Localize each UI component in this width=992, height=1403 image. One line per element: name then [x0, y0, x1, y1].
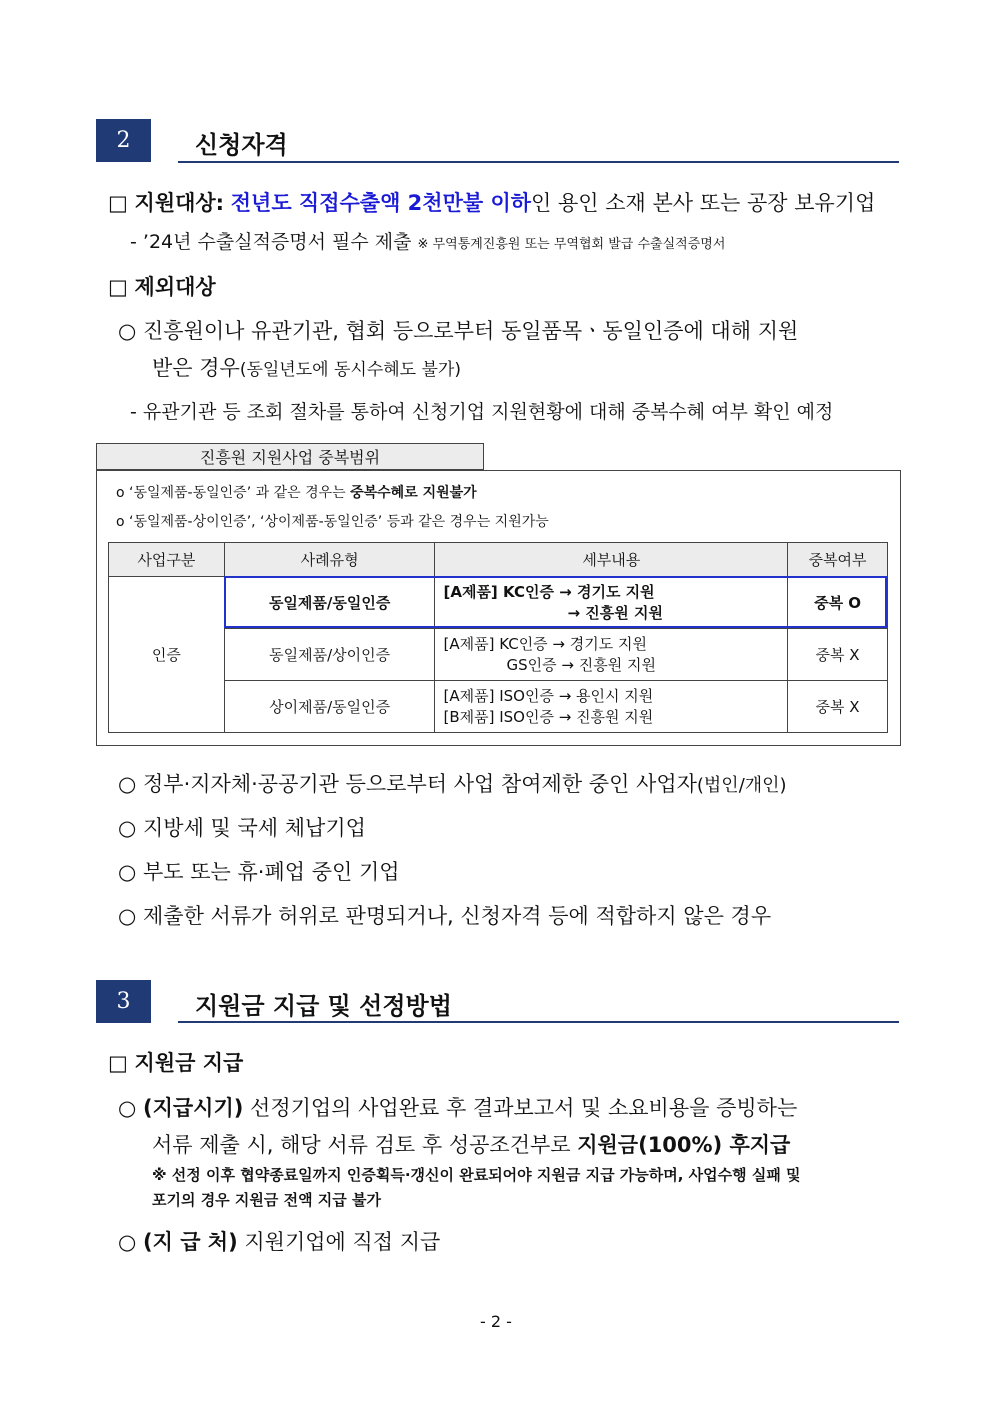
exclusion-item-1-line1: 진흥원이나 유관기관, 협회 등으로부터 동일품목ㆍ동일인증에 대해 지원	[143, 319, 799, 343]
payment-footnote-2: 포기의 경우 지원금 전액 지급 불가	[152, 1191, 381, 1209]
detail-line: [A제품] KC인증 → 경기도 지원	[443, 634, 647, 653]
table-row	[109, 629, 888, 681]
exclusion-item-2-paren: (법인/개인)	[696, 775, 787, 796]
exclusion-item-5-text: 제출한 서류가 허위로 판명되거나, 신청자격 등에 적합하지 않은 경우	[143, 904, 772, 928]
table-header-row	[109, 543, 888, 577]
exclusion-item-1-cont	[152, 352, 461, 382]
circle-bullet-icon: ○	[118, 1230, 137, 1254]
recipient-label: (지 급 처)	[143, 1230, 238, 1254]
detail-line: GS인증 → 진흥원 지원	[506, 655, 656, 674]
header-duplicate: 중복여부	[788, 543, 888, 577]
exclusion-item-2	[118, 768, 787, 798]
dash-bullet: -	[130, 401, 137, 423]
detail-cell	[435, 681, 788, 733]
payment-recipient	[118, 1226, 440, 1256]
payment-heading	[108, 1047, 243, 1077]
detail-line: [A제품] ISO인증 → 용인시 지원	[443, 686, 654, 705]
checkbox-bullet-icon: □	[108, 275, 128, 299]
circle-bullet-icon: ○	[118, 772, 137, 796]
section-title: 신청자격	[195, 130, 288, 159]
header-detail: 세부내용	[435, 543, 788, 577]
circle-bullet-icon: ○	[118, 904, 137, 928]
payment-timing-cont	[152, 1129, 790, 1159]
payment-footnote-1: ※ 선정 이후 협약종료일까지 인증획득·갱신이 완료되어야 지원금 지급 가능하며, 사업수행 실패 및	[152, 1166, 801, 1184]
section-divider	[178, 1021, 899, 1023]
header-case-type: 사례유형	[224, 543, 435, 577]
detail-line: → 진흥원 지원	[567, 603, 663, 622]
checkbox-bullet-icon: □	[108, 191, 128, 215]
exclusion-item-1-subtext: 유관기관 등 조회 절차를 통하여 신청기업 지원현황에 대해 중복수혜 여부 확인 예정	[142, 401, 834, 423]
dup-box-title: 진흥원 지원사업 중복범위	[96, 443, 484, 470]
detail-line: [B제품] ISO인증 → 진흥원 지원	[443, 707, 654, 726]
dup-note-1-prefix: o ‘동일제품-동일인증’ 과 같은 경우는	[116, 485, 351, 501]
case-type-cell: 동일제품/상이인증	[224, 629, 435, 681]
detail-cell	[435, 629, 788, 681]
circle-bullet-icon: ○	[118, 319, 137, 343]
category-cell: 인증	[109, 577, 225, 733]
export-certificate-note: ※ 무역통계진흥원 또는 무역협회 발급 수출실적증명서	[417, 237, 726, 252]
exclusion-item-1-line2: 받은 경우	[152, 356, 240, 380]
section-title: 지원금 지급 및 선정방법	[195, 991, 452, 1020]
timing-label: (지급시기)	[143, 1096, 244, 1120]
section-divider	[178, 161, 899, 163]
case-type-cell: 상이제품/동일인증	[224, 681, 435, 733]
exclusion-label: 제외대상	[134, 275, 216, 299]
payment-label: 지원금 지급	[134, 1051, 244, 1075]
section-number: 3	[96, 980, 151, 1023]
eligibility-subline	[130, 227, 725, 254]
checkbox-bullet-icon: □	[108, 1051, 128, 1075]
exclusion-item-4-text: 부도 또는 휴·폐업 중인 기업	[143, 860, 400, 884]
exclusion-item-1-sub	[130, 397, 833, 424]
page-number: - 2 -	[480, 1312, 512, 1331]
dup-table	[108, 542, 888, 733]
exclusion-item-2-text: 정부·지자체·공공기관 등으로부터 사업 참여제한 중인 사업자	[143, 772, 697, 796]
exclusion-heading	[108, 271, 216, 301]
exclusion-item-1	[118, 315, 798, 345]
duplicate-cell: 중복 X	[788, 629, 888, 681]
case-type-cell: 동일제품/동일인증	[224, 577, 435, 629]
exclusion-item-5	[118, 900, 771, 930]
eligibility-rest: 인 용인 소재 본사 또는 공장 보유기업	[531, 191, 876, 215]
eligibility-highlight: 전년도 직접수출액 2천만불 이하	[230, 191, 532, 215]
timing-bold: 지원금(100%) 후지급	[577, 1133, 791, 1157]
dash-bullet: -	[130, 231, 137, 253]
exclusion-item-3	[118, 812, 366, 842]
timing-line1: 선정기업의 사업완료 후 결과보고서 및 소요비용을 증빙하는	[243, 1096, 798, 1120]
duplicate-cell: 중복 O	[788, 577, 888, 629]
exclusion-item-1-paren: (동일년도에 동시수혜도 불가)	[239, 360, 461, 380]
dup-note-1-bold: 중복수혜로 지원불가	[350, 485, 477, 501]
recipient-text: 지원기업에 직접 지급	[237, 1230, 441, 1254]
circle-bullet-icon: ○	[118, 860, 137, 884]
detail-line: [A제품] KC인증 → 경기도 지원	[443, 582, 655, 601]
timing-line2: 서류 제출 시, 해당 서류 검토 후 성공조건부로	[152, 1133, 578, 1157]
payment-timing	[118, 1092, 797, 1122]
export-certificate-text: ’24년 수출실적증명서 필수 제출	[142, 231, 412, 253]
eligibility-label: 지원대상:	[134, 191, 225, 215]
header-business-type: 사업구분	[109, 543, 225, 577]
circle-bullet-icon: ○	[118, 816, 137, 840]
detail-cell	[435, 577, 788, 629]
table-row	[109, 577, 888, 629]
dup-note-1	[116, 482, 477, 502]
dup-note-2: o ‘동일제품-상이인증’, ‘상이제품-동일인증’ 등과 같은 경우는 지원가능	[116, 514, 549, 530]
circle-bullet-icon: ○	[118, 1096, 137, 1120]
exclusion-item-3-text: 지방세 및 국세 체납기업	[143, 816, 366, 840]
section-number: 2	[96, 119, 151, 162]
table-row	[109, 681, 888, 733]
exclusion-item-4	[118, 856, 400, 886]
duplicate-cell: 중복 X	[788, 681, 888, 733]
eligibility-line	[108, 187, 875, 217]
